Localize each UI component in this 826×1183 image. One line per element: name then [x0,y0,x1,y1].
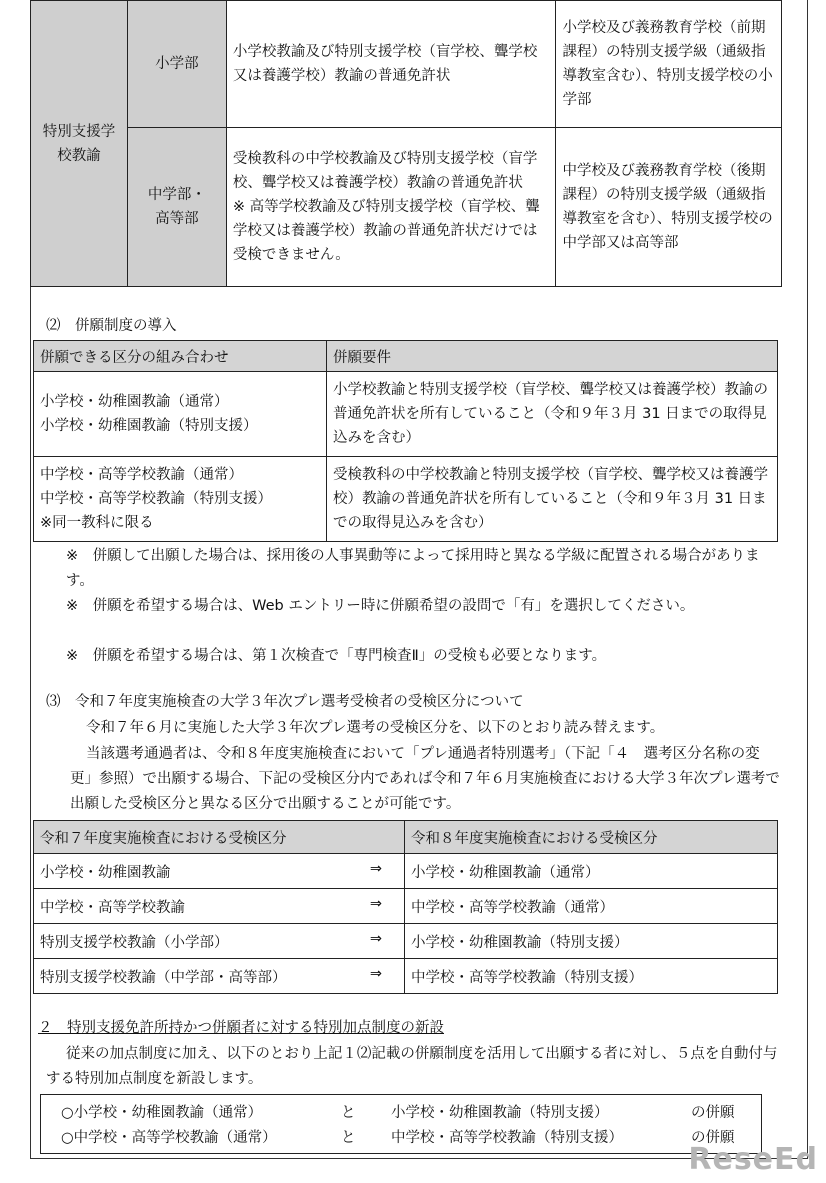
column-header: 令和８年度実施検査における受検区分 [405,821,778,854]
table-cell: 中学校・高等学校教諭 ⇒ [34,889,405,924]
table-cell: 小学校・幼稚園教諭 ⇒ [34,854,405,889]
table-cell: 中学校・高等学校教諭（通常） [405,889,778,924]
category-cell: 特別支援学校教諭 [31,1,128,287]
conversion-table [33,820,778,994]
note-item: ※ 併願して出願した場合は、採用後の人事異動等によって採用時と異なる学級に配置される場合があります。 [66,548,760,589]
table-cell: 特別支援学校教諭（中学部・高等部） ⇒ [34,959,405,994]
bonus-box: ○小学校・幼稚園教諭（通常） と 小学校・幼稚園教諭（特別支援） の併願 ○中学校・高等学校教諭（通常） と 中学校・高等学校教諭（特別支援） の併願 [40,1094,762,1154]
section-heading-bonus: ２ 特別支援免許所持かつ併願者に対する特別加点制度の新設 [38,1020,444,1036]
column-header: 併願要件 [327,341,778,372]
license-table [30,0,782,287]
placement-cell: 中学校及び義務教育学校（後期課程）の特別支援学級（通級指導教室を含む）、特別支援学校の中学部又は高等部 [556,128,782,287]
paragraph: 令和７年６月に実施した大学３年次プレ選考の受検区分を、以下のとおり読み替えます。 [86,720,665,736]
division-cell: 中学部・高等部 [127,128,226,287]
note-item: ※ 併願を希望する場合は、第１次検査で「専門検査Ⅱ」の受検も必要となります。 [66,648,607,664]
column-header: 令和７年度実施検査における受検区分 [34,821,405,854]
requirement-cell: 小学校教諭及び特別支援学校（盲学校、聾学校又は養護学校）教諭の普通免許状 [226,1,556,128]
arrow-icon: ⇒ [369,965,382,982]
section-heading-pre: ⑶ 令和７年度実施検査の大学３年次プレ選考受検者の受検区分について [46,694,524,710]
table-cell: 受検教科の中学校教諭と特別支援学校（盲学校、聾学校又は養護学校）教諭の普通免許状を所有していること（令和９年３月 31 日までの取得見込みを含む） [327,457,778,542]
table-cell: 中学校・高等学校教諭（通常） 中学校・高等学校教諭（特別支援） ※同一教科に限る [34,457,327,542]
arrow-icon: ⇒ [369,860,382,877]
table-cell: 特別支援学校教諭（小学部） ⇒ [34,924,405,959]
table-cell: 小学校・幼稚園教諭（通常） 小学校・幼稚園教諭（特別支援） [34,372,327,457]
arrow-icon: ⇒ [369,930,382,947]
watermark-logo: ReseEd [688,1142,818,1177]
placement-cell: 小学校及び義務教育学校（前期課程）の特別支援学級（通級指導教室含む）、特別支援学校の小学部 [556,1,782,128]
paragraph: 従来の加点制度に加え、以下のとおり上記１⑵記載の併願制度を活用して出願する者に対し、５点を自動付与する特別加点制度を新設します。 [46,1046,778,1087]
table-cell: 小学校教諭と特別支援学校（盲学校、聾学校又は養護学校）教諭の普通免許状を所有していること（令和９年３月 31 日までの取得見込みを含む） [327,372,778,457]
note-item: ※ 併願を希望する場合は、Web エントリー時に併願希望の設問で「有」を選択してください。 [66,598,695,614]
arrow-icon: ⇒ [369,895,382,912]
division-cell: 小学部 [127,1,226,128]
table-cell: 小学校・幼稚園教諭（通常） [405,854,778,889]
paragraph: 当該選考通過者は、令和８年度実施検査において「プレ通過者特別選考」（下記「４ 選考区分名称の変更」参照）で出願する場合、下記の受検区分内であれば令和７年６月実施検査における大学３年次プレ選考で出願した受検区分と異なる区分で出願することが可能です。 [70,746,780,812]
column-header: 併願できる区分の組み合わせ [34,341,327,372]
section-heading-heigan: ⑵ 併願制度の導入 [46,318,177,334]
table-cell: 中学校・高等学校教諭（特別支援） [405,959,778,994]
heigan-table [33,340,778,542]
requirement-cell: 受検教科の中学校教諭及び特別支援学校（盲学校、聾学校又は養護学校）教諭の普通免許状 ※ 高等学校教諭及び特別支援学校（盲学校、聾学校又は養護学校）教諭の普通免許状だけでは受検できません。 [226,128,556,287]
table-cell: 小学校・幼稚園教諭（特別支援） [405,924,778,959]
